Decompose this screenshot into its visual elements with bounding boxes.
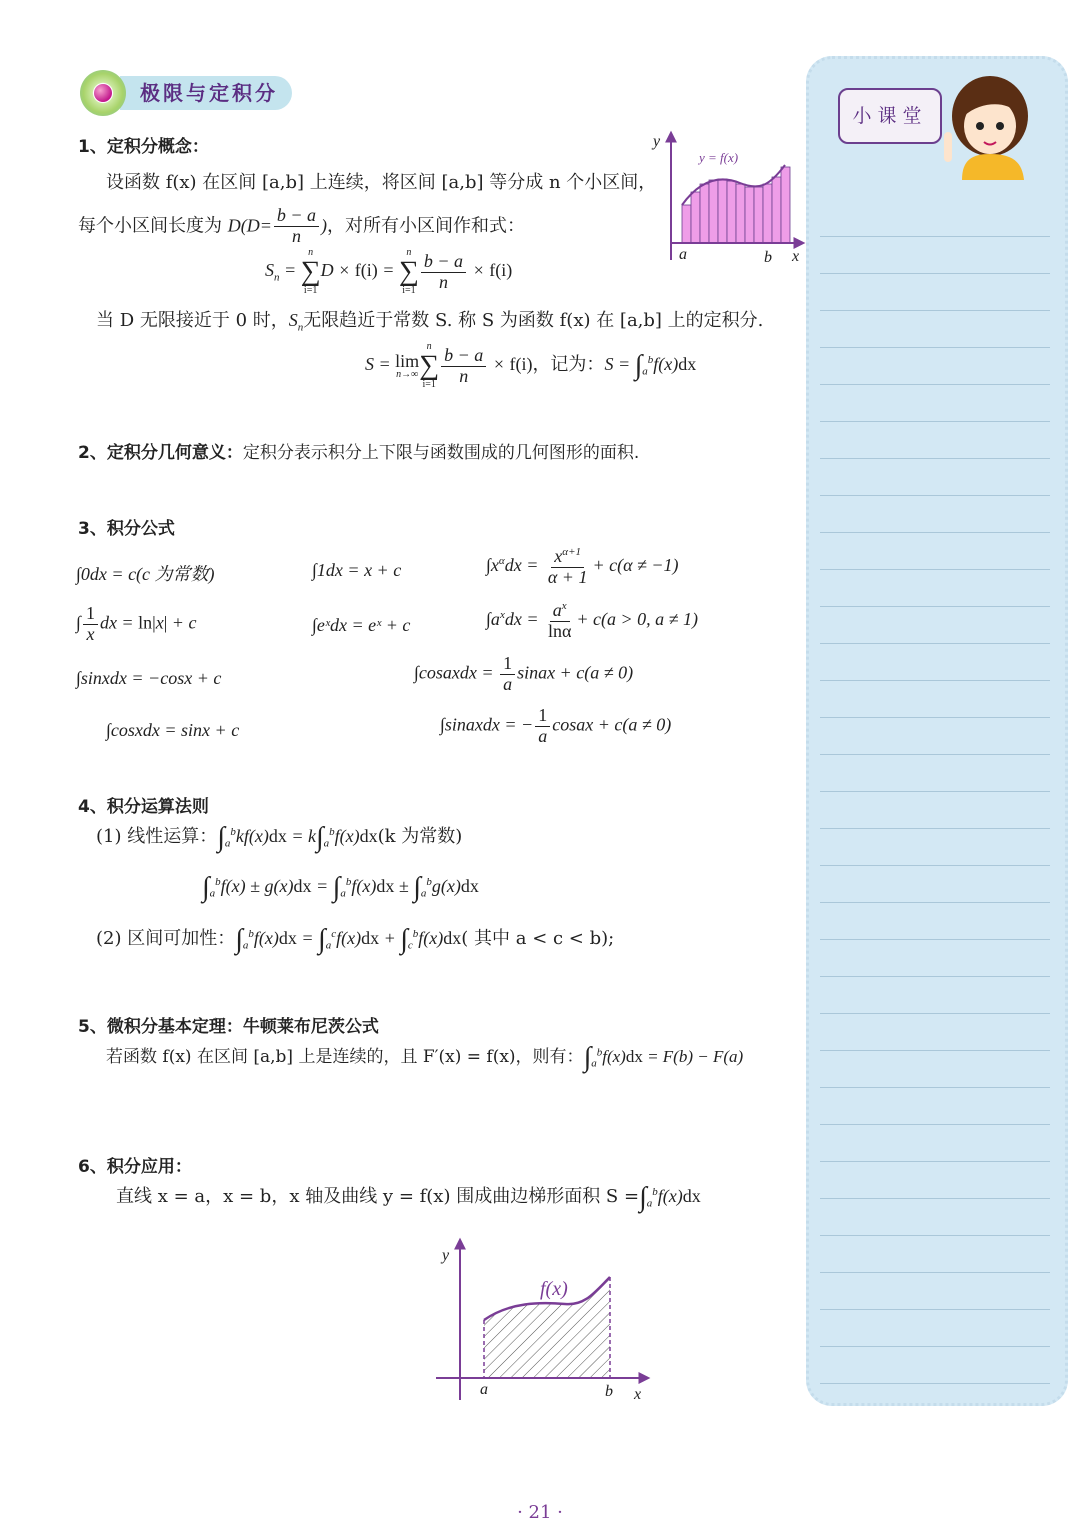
note-line xyxy=(820,1235,1050,1236)
rule-linear: (1) 线性运算：$\int_a^bkf(x)dx = k\int_a^bf(x)dx(k$ 为常数) xyxy=(96,822,463,853)
note-line xyxy=(820,384,1050,385)
section-3-title: 3、积分公式 xyxy=(78,519,175,539)
formula-sin: ∫sinxdx = −cosx + c xyxy=(76,668,222,688)
formula-cos-ax: ∫cosaxdx = $\frac{1}{a}$ sinax + c(a ≠ 0) xyxy=(414,653,634,694)
section-1-title: 1、定积分概念： xyxy=(78,137,209,157)
x-label: x xyxy=(634,1386,642,1403)
teacher-illustration xyxy=(932,72,1036,184)
formula-cos: ∫cosxdx = sinx + c xyxy=(106,720,240,740)
b-label: b xyxy=(605,1383,613,1400)
note-line xyxy=(820,1346,1050,1347)
formula-power: $\int x^\alpha dx$ = $\frac{x^{\alpha+1}}{\alpha + 1}$ + c(α ≠ −1) xyxy=(486,546,679,587)
x-label: x xyxy=(792,248,800,265)
rule-additivity: (2) 区间可加性：$\int_a^bf(x)dx = \int_a^cf(x)dx + \int_c^bf(x)dx$( 其中 a < c < b); xyxy=(96,924,615,955)
b-label: b xyxy=(764,249,772,266)
riemann-figure xyxy=(645,125,810,270)
note-line xyxy=(820,1087,1050,1088)
note-line xyxy=(820,495,1050,496)
formula-sin-ax: ∫sinaxdx = − $\frac{1}{a}$ cosax + c(a ≠ 0) xyxy=(440,705,672,746)
section-6-title: 6、积分应用： xyxy=(78,1157,192,1177)
badge-icon xyxy=(80,70,126,116)
formula-general-exp: $\int a^xdx$ = $\frac{a^x}{\ln\alpha}$ + c(a > 0, a ≠ 1) xyxy=(486,600,699,641)
section-badge xyxy=(80,70,292,116)
note-line xyxy=(820,310,1050,311)
a-label: a xyxy=(679,246,687,263)
note-line xyxy=(820,1124,1050,1125)
note-line xyxy=(820,1161,1050,1162)
page-number: · 21 · xyxy=(517,1502,563,1523)
note-line xyxy=(820,754,1050,755)
note-line xyxy=(820,865,1050,866)
note-line xyxy=(820,902,1050,903)
area-figure xyxy=(430,1232,655,1407)
note-line xyxy=(820,939,1050,940)
note-line xyxy=(820,1309,1050,1310)
note-line xyxy=(820,1013,1050,1014)
section-1-line-1: 设函数 f(x) 在区间 [a,b] 上连续，将区间 [a,b] 等分成 n 个小区间， xyxy=(106,172,657,193)
note-line xyxy=(820,273,1050,274)
definite-integral-limit-formula: S = lim n→∞ n ∑ i=1 $\frac{b - a}{n}$ × f(i)，记为：$S = \int_a^bf(x)dx$ xyxy=(365,341,697,390)
note-line xyxy=(820,1272,1050,1273)
formula-exp: ∫eˣdx = eˣ + c xyxy=(312,615,411,635)
panel-title: 小课堂 xyxy=(838,88,942,144)
formula-const-one: ∫1dx = x + c xyxy=(312,560,402,580)
note-line xyxy=(820,717,1050,718)
curve-label: y = f(x) xyxy=(699,150,739,165)
note-line xyxy=(820,791,1050,792)
formula-const-zero: ∫0dx = c(c 为常数) xyxy=(76,564,215,584)
section-5-title: 5、微积分基本定理：牛顿莱布尼茨公式 xyxy=(78,1017,379,1037)
y-label: y xyxy=(653,133,661,150)
note-line xyxy=(820,606,1050,607)
section-4-title: 4、积分运算法则 xyxy=(78,797,209,817)
a-label: a xyxy=(480,1381,488,1398)
note-line xyxy=(820,347,1050,348)
note-line xyxy=(820,643,1050,644)
notes-panel xyxy=(806,56,1068,1406)
note-line xyxy=(820,532,1050,533)
area-formula: 直线 x = a，x = b，x 轴及曲线 y = f(x) 围成曲边梯形面积 $S =\int_a^bf(x)dx$ xyxy=(116,1182,701,1213)
newton-leibniz: 若函数 f(x) 在区间 [a,b] 上是连续的，且 F′(x) = f(x)，则有：$\int_a^bf(x)dx = F(b) - F(a)$ xyxy=(106,1042,744,1074)
note-line xyxy=(820,236,1050,237)
note-line xyxy=(820,680,1050,681)
rule-sum: $\int_a^bf(x) \pm g(x)dx = \int_a^bf(x)dx \pm \int_a^bg(x)dx$ xyxy=(202,872,479,903)
formula-reciprocal: ∫ $\frac{1}{x}$ dx = ln|x| + c xyxy=(76,603,197,644)
chapter-title: 极限与定积分 xyxy=(120,76,292,110)
section-2: 2、定积分几何意义：定积分表示积分上下限与函数围成的几何图形的面积. xyxy=(78,443,640,463)
y-label: y xyxy=(442,1247,450,1264)
note-line xyxy=(820,1198,1050,1199)
note-line xyxy=(820,458,1050,459)
note-line xyxy=(820,569,1050,570)
note-line xyxy=(820,421,1050,422)
section-1-line-3: 当 D 无限接近于 0 时，$S_n$无限趋近于常数 S. 称 S 为函数 f(x) 在 [a,b] 上的定积分. xyxy=(96,310,764,334)
note-line xyxy=(820,828,1050,829)
note-line xyxy=(820,976,1050,977)
note-line xyxy=(820,1050,1050,1051)
section-1-line-2: 每个小区间长度为 D(D= $\frac{b - a}{n}$ )，对所有小区间作和式： xyxy=(78,205,526,246)
note-line xyxy=(820,1383,1050,1384)
curve-label: f(x) xyxy=(540,1278,568,1300)
riemann-sum-formula: $S_n$ = n ∑ i=1 D × f(i) = n ∑ i=1 $\frac{b - a}{n}$ × f(i) xyxy=(265,247,513,296)
